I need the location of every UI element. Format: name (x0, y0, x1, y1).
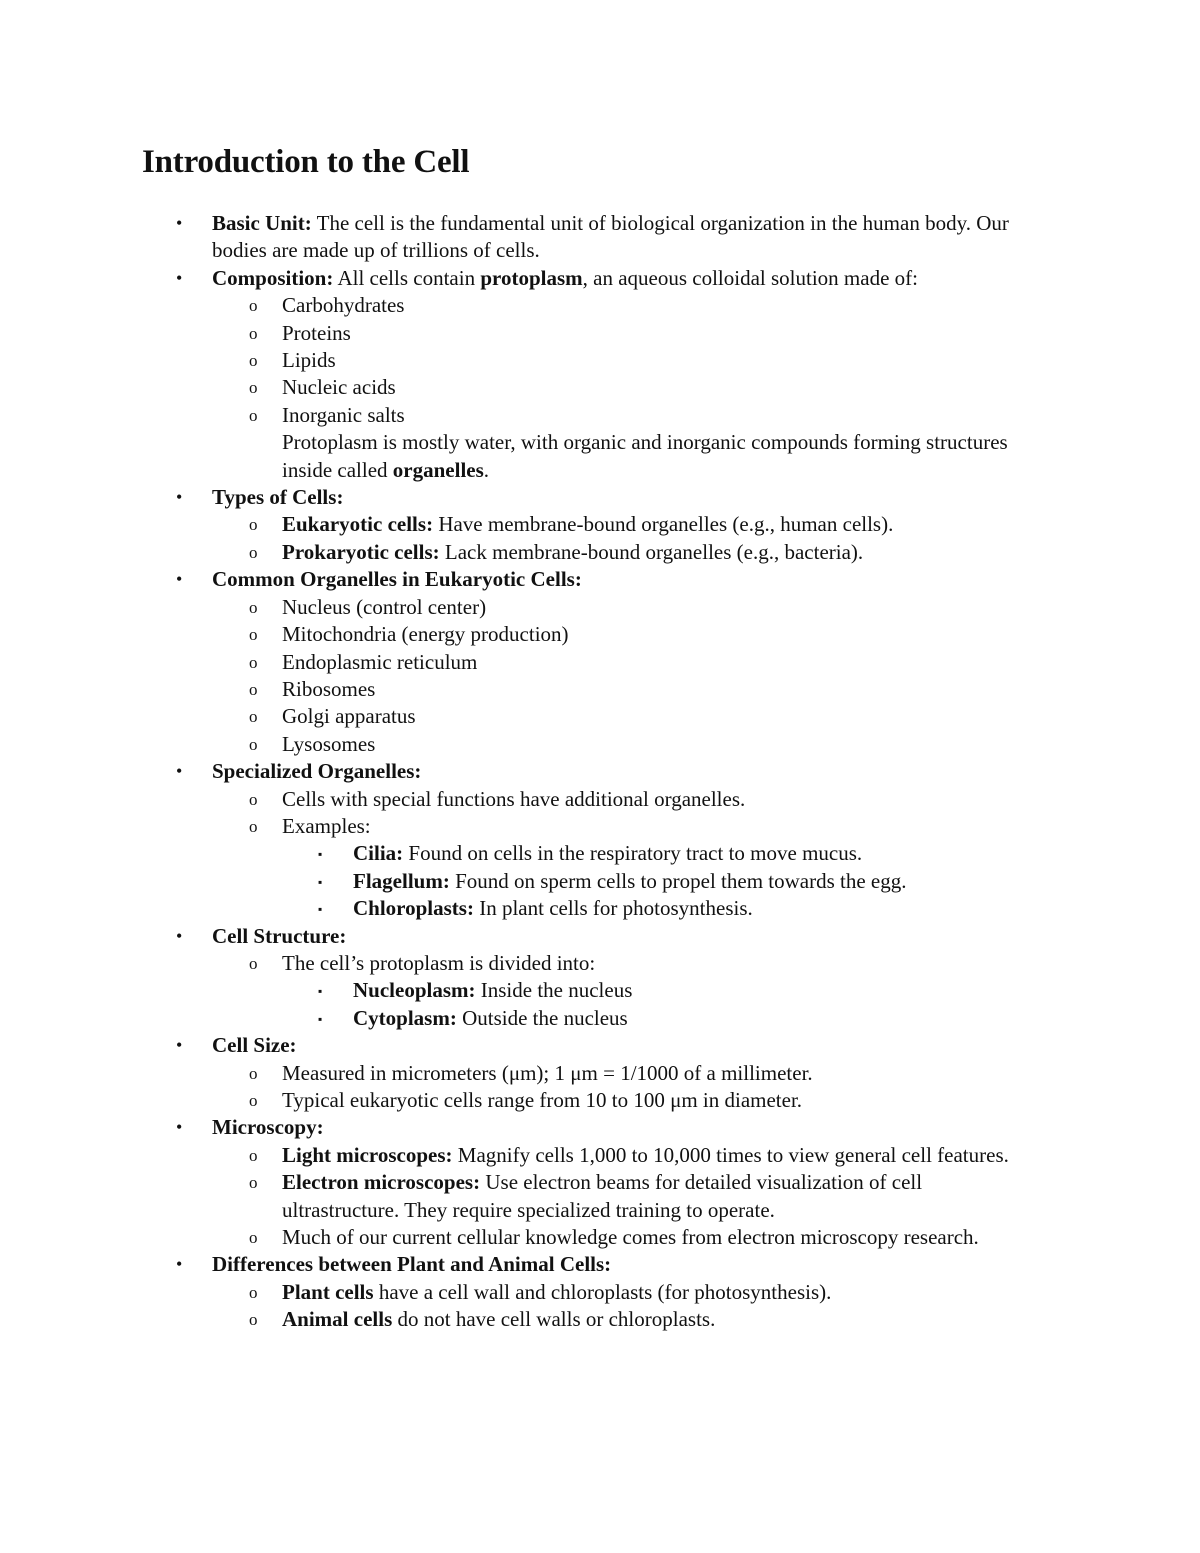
sub-item (0, 511, 1200, 538)
note-text: . (483, 457, 490, 482)
item-text: All cells contain (333, 265, 481, 290)
circle-bullet-icon: o (249, 734, 258, 754)
circle-bullet-icon: o (249, 953, 258, 973)
item-label: Cell Structure: (212, 923, 347, 948)
item-label: Differences between Plant and Animal Cells: (212, 1252, 612, 1277)
bullet-icon: • (176, 213, 183, 233)
circle-bullet-icon: o (249, 1282, 258, 1302)
sub-item-text: Much of our current cellular knowledge comes from electron microscopy research. (282, 1225, 979, 1250)
bullet-icon: • (176, 1117, 183, 1138)
sub-sub-item-text: Found on sperm cells to propel them towards the egg. (449, 868, 907, 893)
circle-bullet-icon: o (249, 679, 258, 699)
list-item-differences (0, 1251, 1200, 1278)
sub-sub-item-text: Outside the nucleus (456, 1005, 628, 1030)
list-item-types (0, 484, 1200, 511)
sub-item (0, 1224, 1200, 1251)
sub-item (0, 703, 1200, 730)
sub-item-text: The cell’s protoplasm is divided into: (282, 950, 596, 975)
sub-item (0, 950, 1200, 977)
sub-item-label: Prokaryotic cells: (282, 539, 440, 564)
sub-item (0, 539, 1200, 566)
sub-item-text: Endoplasmic reticulum (282, 649, 478, 674)
item-label: Basic Unit: (212, 211, 312, 235)
bullet-icon: • (176, 761, 183, 782)
list-item-cell-size (0, 1032, 1200, 1059)
sub-sub-item (0, 1005, 1200, 1032)
list-item-composition (0, 265, 1200, 292)
sub-item (0, 676, 1200, 703)
sub-item-text: Lack membrane-bound organelles (e.g., bacteria). (439, 539, 864, 564)
list-item-cell-structure (0, 923, 1200, 950)
sub-item (0, 1142, 1200, 1169)
sub-item (0, 731, 1200, 758)
sub-item (0, 786, 1200, 813)
square-bullet-icon: ▪ (318, 902, 323, 917)
sub-item-text: Golgi apparatus (282, 704, 416, 729)
sub-item-text: Use electron beams for detailed visualization of cell ultrastructure. They require specialized training to operate. (282, 1170, 923, 1222)
sub-sub-item-text: Found on cells in the respiratory tract to move mucus. (403, 841, 863, 866)
circle-bullet-icon: o (249, 378, 258, 398)
sub-item-label: Eukaryotic cells: (282, 512, 434, 537)
sub-item-text: Nucleus (control center) (282, 594, 487, 619)
sub-item (0, 1060, 1200, 1087)
square-bullet-icon: ▪ (318, 874, 323, 889)
item-label: Types of Cells: (212, 485, 344, 510)
sub-sub-item (0, 895, 1200, 922)
sub-item (0, 320, 1200, 347)
square-bullet-icon: ▪ (318, 984, 323, 999)
item-label: Cell Size: (212, 1033, 297, 1058)
sub-item (0, 347, 1200, 374)
sub-item-text: Mitochondria (energy production) (282, 622, 569, 647)
bullet-icon: • (176, 487, 183, 508)
sub-sub-item (0, 868, 1200, 895)
item-text: , an aqueous colloidal solution made of: (582, 265, 918, 290)
sub-item-text: Ribosomes (282, 676, 376, 701)
sub-item-text: have a cell wall and chloroplasts (for photosynthesis). (373, 1279, 832, 1304)
sub-item-text: Magnify cells 1,000 to 10,000 times to view general cell features. (452, 1142, 1009, 1167)
sub-item (0, 813, 1200, 840)
notes-list (0, 210, 1200, 1334)
circle-bullet-icon: o (249, 1063, 258, 1083)
sub-item-text: Measured in micrometers (μm); 1 μm = 1/1000 of a millimeter. (282, 1060, 813, 1085)
circle-bullet-icon: o (249, 816, 258, 836)
circle-bullet-icon: o (249, 1173, 258, 1193)
circle-bullet-icon: o (249, 1145, 258, 1165)
sub-item-text: Lipids (282, 348, 336, 373)
item-text: The cell is the fundamental unit of biological organization in the human body. Our bodies are made up of trillions of cells. (212, 211, 1009, 263)
sub-item (0, 402, 1200, 429)
item-term: protoplasm (480, 265, 583, 290)
circle-bullet-icon: o (249, 789, 258, 809)
item-label: Specialized Organelles: (212, 759, 422, 784)
sub-item (0, 1306, 1200, 1333)
note-term: organelles (392, 457, 484, 482)
sub-item-text: Carbohydrates (282, 293, 405, 318)
sub-sub-item-text: In plant cells for photosynthesis. (473, 896, 753, 921)
sub-sub-item-label: Nucleoplasm: (353, 978, 476, 1003)
circle-bullet-icon: o (249, 515, 258, 535)
bullet-icon: • (176, 267, 183, 288)
sub-item-text: Typical eukaryotic cells range from 10 to 100 μm in diameter. (282, 1088, 803, 1112)
bullet-icon: • (176, 569, 183, 590)
page-title: Introduction to the Cell (142, 144, 470, 180)
sub-item (0, 1087, 1200, 1114)
circle-bullet-icon: o (249, 323, 258, 343)
item-label: Microscopy: (212, 1115, 324, 1140)
sub-item-text: Proteins (282, 320, 351, 345)
list-item-specialized (0, 758, 1200, 785)
sub-item (0, 594, 1200, 621)
sub-item-text: Examples: (282, 813, 371, 838)
square-bullet-icon: ▪ (318, 1011, 323, 1026)
circle-bullet-icon: o (249, 1228, 258, 1248)
note-text: Protoplasm is mostly water, with organic and inorganic compounds forming structures inside called (282, 430, 1008, 482)
bullet-icon: • (176, 925, 183, 946)
circle-bullet-icon: o (249, 597, 258, 617)
list-item-microscopy (0, 1114, 1200, 1141)
circle-bullet-icon: o (249, 1091, 258, 1110)
bullet-icon: • (176, 1254, 183, 1275)
list-item-common-organelles (0, 566, 1200, 593)
sub-item-text: Lysosomes (282, 731, 376, 756)
sub-item-text: Nucleic acids (282, 375, 396, 400)
sub-item (0, 292, 1200, 319)
sub-item-label: Electron microscopes: (282, 1170, 481, 1195)
sub-sub-item (0, 840, 1200, 867)
sub-sub-item-label: Chloroplasts: (353, 896, 474, 921)
sub-item (0, 621, 1200, 648)
circle-bullet-icon: o (249, 652, 258, 672)
sub-item (0, 1169, 1200, 1224)
bullet-icon: • (176, 1035, 183, 1056)
circle-bullet-icon: o (249, 405, 258, 425)
sub-item (0, 1279, 1200, 1306)
circle-bullet-icon: o (249, 542, 258, 562)
sub-sub-item-text: Inside the nucleus (475, 978, 633, 1003)
sub-sub-item (0, 977, 1200, 1004)
circle-bullet-icon: o (249, 351, 258, 371)
sub-item-text: Inorganic salts (282, 402, 405, 427)
sub-item-text: Have membrane-bound organelles (e.g., human cells). (433, 512, 894, 537)
sub-item-label: Plant cells (282, 1279, 374, 1304)
sub-item-label: Animal cells (282, 1307, 393, 1332)
list-item-basic-unit (0, 210, 1200, 265)
sub-item-text: Cells with special functions have additional organelles. (282, 786, 746, 811)
sub-item-label: Light microscopes: (282, 1142, 453, 1167)
sub-item (0, 374, 1200, 401)
circle-bullet-icon: o (249, 296, 258, 316)
square-bullet-icon: ▪ (318, 847, 323, 862)
sub-item-text: do not have cell walls or chloroplasts. (392, 1307, 716, 1332)
sub-sub-item-label: Cytoplasm: (353, 1005, 457, 1030)
sub-sub-item-label: Flagellum: (353, 868, 450, 893)
item-label: Common Organelles in Eukaryotic Cells: (212, 567, 582, 592)
circle-bullet-icon: o (249, 625, 258, 645)
sub-sub-item-label: Cilia: (353, 841, 404, 866)
circle-bullet-icon: o (249, 1310, 258, 1330)
sub-item (0, 649, 1200, 676)
circle-bullet-icon: o (249, 707, 258, 727)
sub-item-note (0, 429, 1200, 484)
item-label: Composition: (212, 265, 334, 290)
